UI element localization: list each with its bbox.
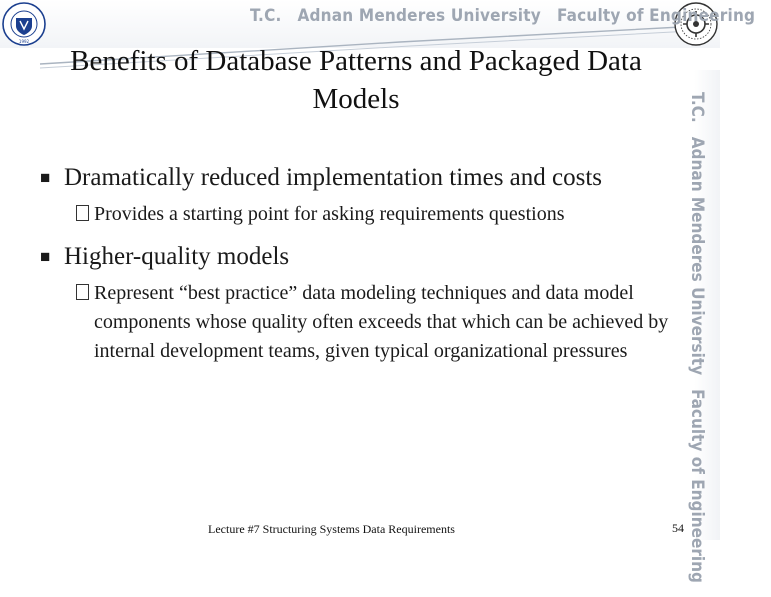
square-bullet-icon: ■ xyxy=(40,168,51,187)
bullet-level1 xyxy=(40,162,680,194)
side-university: Adnan Menderes University xyxy=(687,136,707,376)
bullet-level2 xyxy=(94,279,680,366)
bullet-text: Dramatically reduced implementation times and costs xyxy=(64,164,603,191)
header-university: Adnan Menderes University xyxy=(297,6,541,26)
missing-glyph-icon xyxy=(76,284,89,300)
slide-content xyxy=(40,162,680,378)
bullet-level1 xyxy=(40,241,680,273)
sub-bullet-text: Provides a starting point for asking requirements questions xyxy=(94,203,565,225)
side-banner xyxy=(687,92,707,597)
header-faculty: Faculty of Engineering xyxy=(556,6,756,26)
seal-year: 1992 xyxy=(18,39,30,44)
slide-title: Benefits of Database Patterns and Packaged Data Models xyxy=(70,45,642,115)
side-tc: T.C. xyxy=(687,92,707,123)
footer-text: Lecture #7 Structuring Systems Data Requirements xyxy=(208,522,455,536)
bullet-level2 xyxy=(94,200,680,229)
header-tc: T.C. xyxy=(250,6,282,26)
side-faculty: Faculty of Engineering xyxy=(687,389,707,583)
missing-glyph-icon xyxy=(76,205,89,221)
university-seal-logo xyxy=(2,2,46,46)
header-banner xyxy=(250,6,771,26)
bullet-text: Higher-quality models xyxy=(64,243,290,270)
sub-bullet-text: Represent “best practice” data modeling techniques and data model components whose quality often exceeds that which can be achieved by internal development teams, given typical organizational pressures xyxy=(94,282,669,362)
square-bullet-icon: ■ xyxy=(40,247,51,266)
page-number: 54 xyxy=(672,521,684,535)
